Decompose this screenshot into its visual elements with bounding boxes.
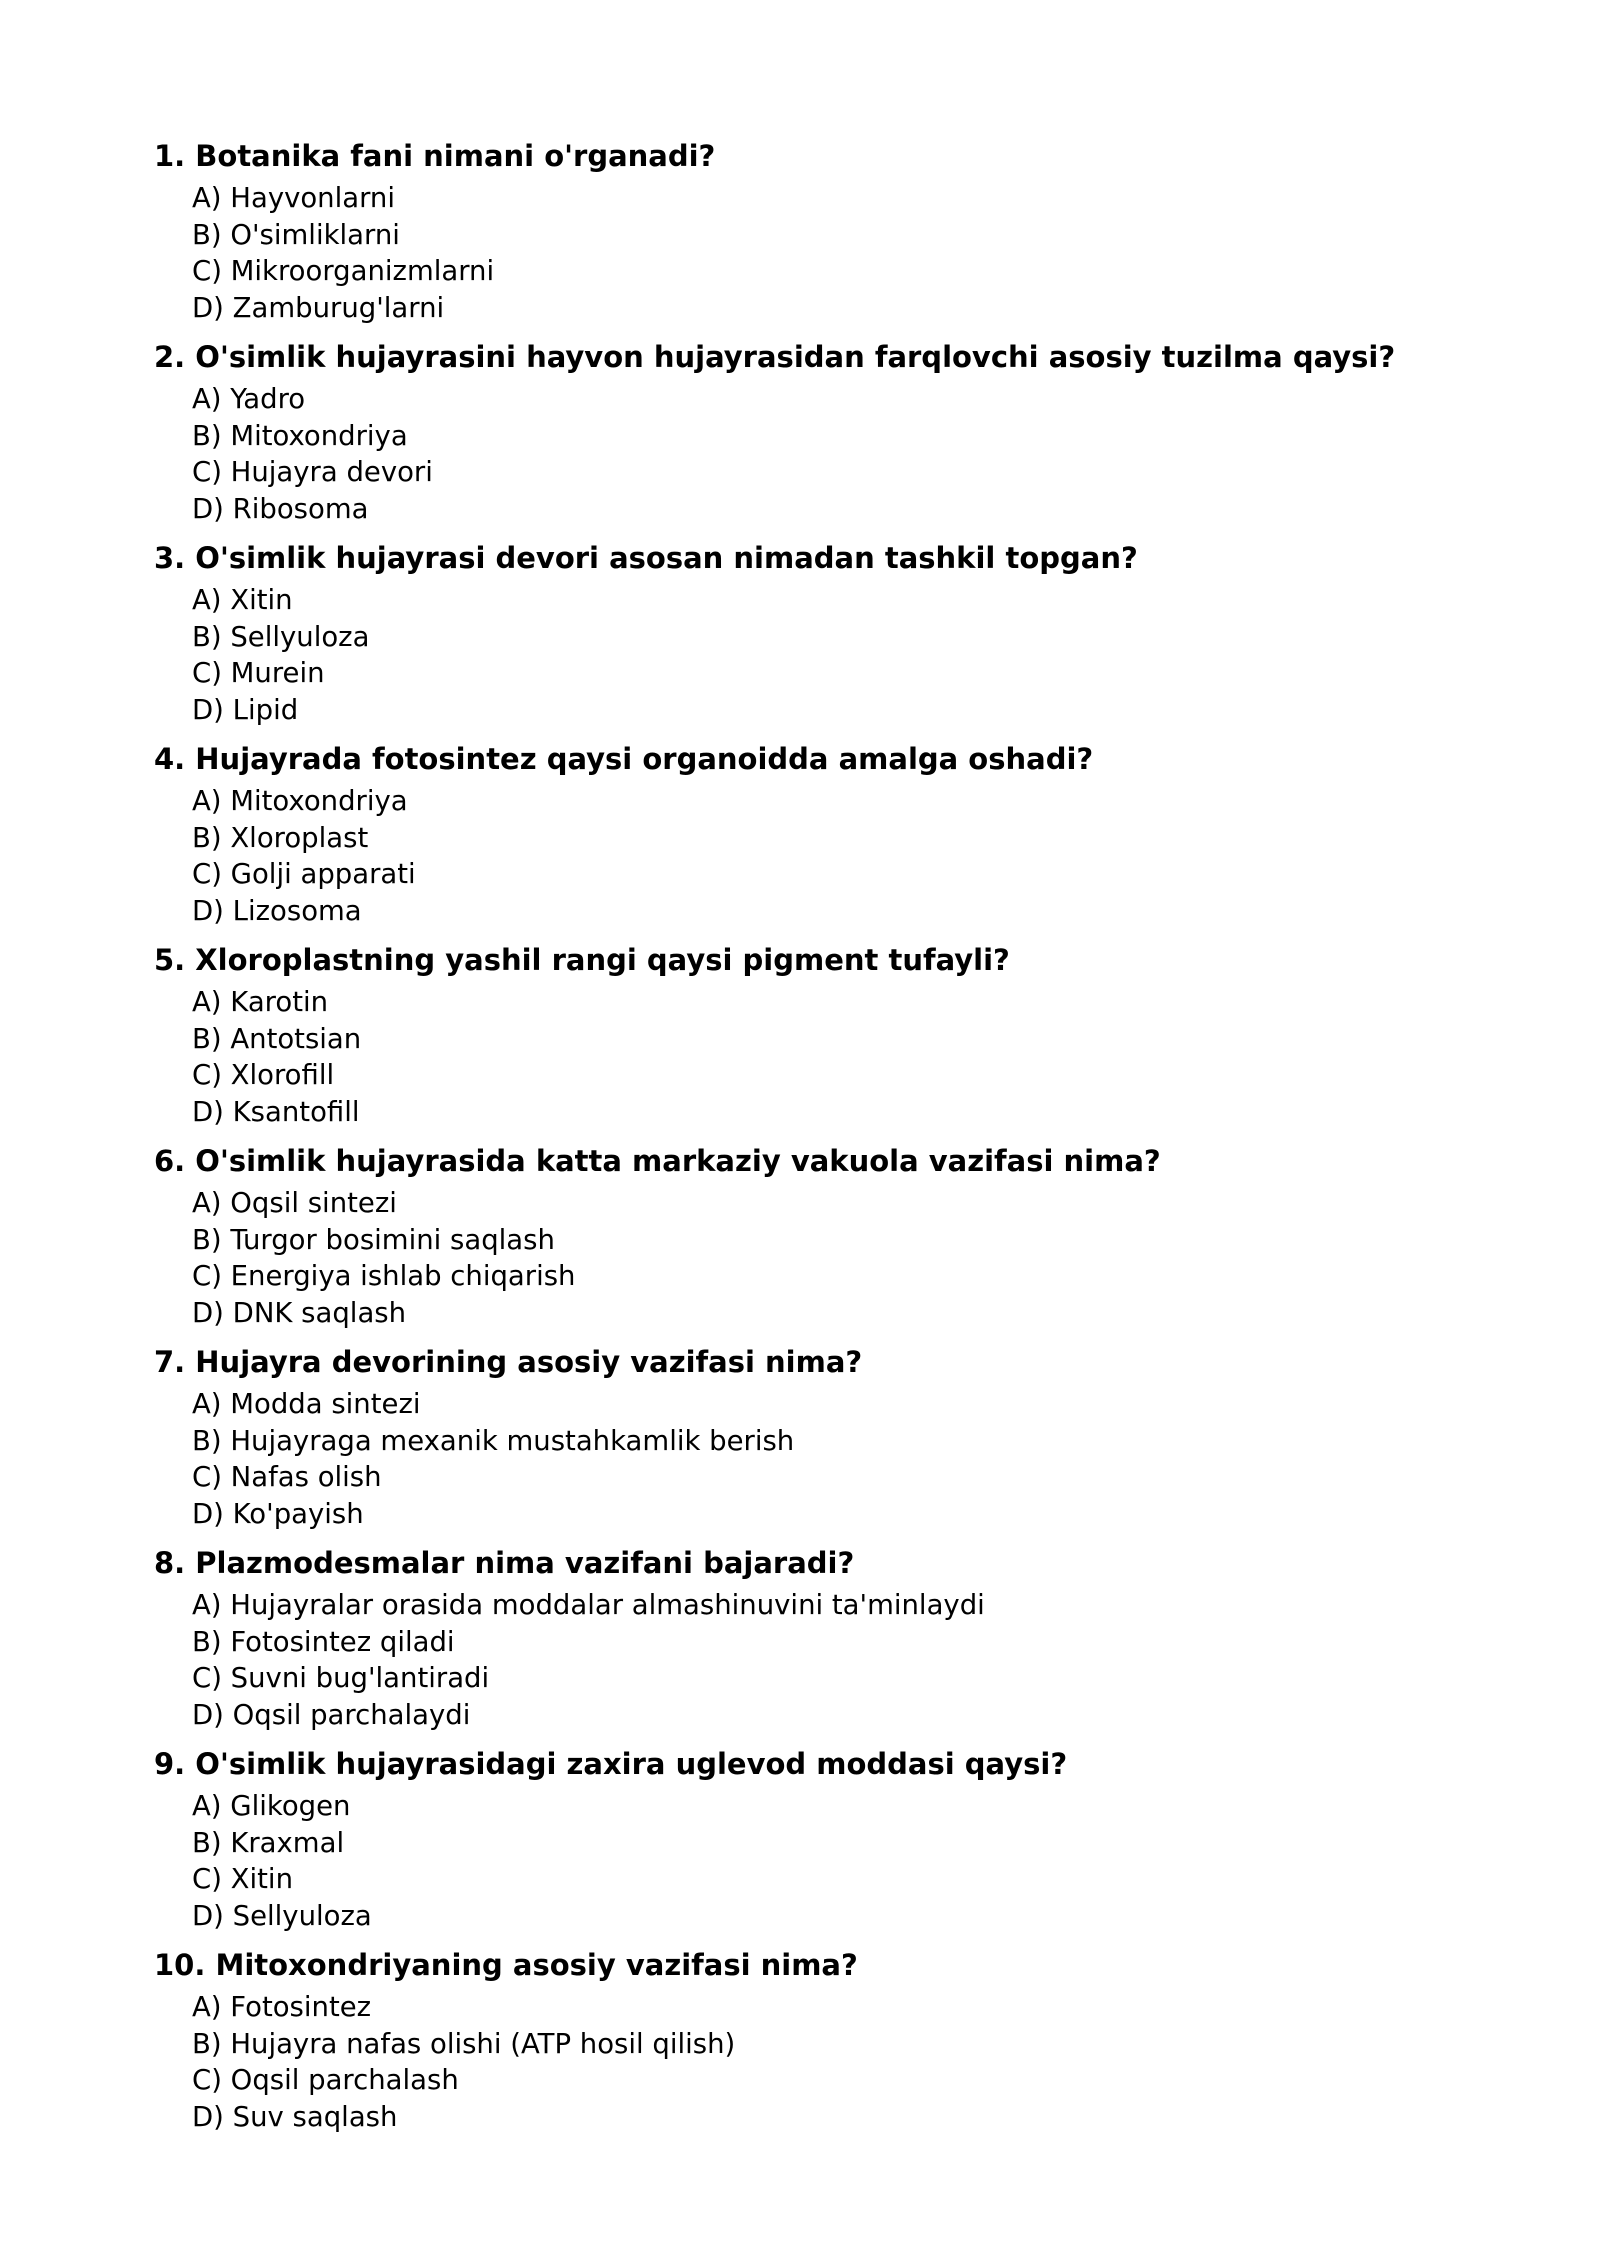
question-1 bbox=[154, 138, 1454, 326]
answer-option-a: A) Oqsil sintezi bbox=[192, 1187, 397, 1219]
question-6 bbox=[154, 1143, 1454, 1331]
question-text: 10. Mitoxondriyaning asosiy vazifasi nima? bbox=[154, 1948, 858, 1982]
answer-option-a: A) Glikogen bbox=[192, 1790, 351, 1822]
answer-option-d: D) Ksantofill bbox=[192, 1095, 360, 1128]
answer-option-c: C) Nafas olish bbox=[192, 1461, 382, 1493]
answer-option-c: C) Hujayra devori bbox=[192, 456, 433, 488]
answer-option-c: C) Xitin bbox=[192, 1863, 294, 1895]
answer-option-c: C) Mikroorganizmlarni bbox=[192, 255, 495, 287]
answer-option-a: A) Mitoxondriya bbox=[192, 785, 408, 817]
question-text: 3. O'simlik hujayrasi devori asosan nimadan tashkil topgan? bbox=[154, 541, 1138, 575]
answer-option-d: D) Zamburug'larni bbox=[192, 291, 445, 324]
answer-option-d: D) Lizosoma bbox=[192, 894, 362, 927]
answer-option-a: A) Karotin bbox=[192, 986, 329, 1018]
question-7 bbox=[154, 1344, 1454, 1532]
answer-option-a: A) Fotosintez bbox=[192, 1991, 372, 2023]
answer-option-b: B) Turgor bosimini saqlash bbox=[192, 1223, 555, 1256]
answer-option-a: A) Hujayralar orasida moddalar almashinuvini ta'minlaydi bbox=[192, 1589, 985, 1621]
question-text: 9. O'simlik hujayrasidagi zaxira uglevod moddasi qaysi? bbox=[154, 1747, 1068, 1781]
answer-option-b: B) Hujayra nafas olishi (ATP hosil qilish) bbox=[192, 2027, 736, 2060]
question-text: 7. Hujayra devorining asosiy vazifasi nima? bbox=[154, 1345, 863, 1379]
question-3 bbox=[154, 540, 1454, 728]
answer-option-b: B) Kraxmal bbox=[192, 1826, 345, 1859]
answer-option-b: B) Mitoxondriya bbox=[192, 419, 408, 452]
answer-option-a: A) Hayvonlarni bbox=[192, 182, 396, 214]
answer-option-c: C) Golji apparati bbox=[192, 858, 416, 890]
answer-option-b: B) Hujayraga mexanik mustahkamlik berish bbox=[192, 1424, 795, 1457]
answer-option-b: B) O'simliklarni bbox=[192, 218, 400, 251]
question-text: 1. Botanika fani nimani o'rganadi? bbox=[154, 139, 716, 173]
answer-option-c: C) Oqsil parchalash bbox=[192, 2064, 459, 2096]
question-text: 6. O'simlik hujayrasida katta markaziy vakuola vazifasi nima? bbox=[154, 1144, 1161, 1178]
answer-option-a: A) Xitin bbox=[192, 584, 293, 616]
answer-option-b: B) Fotosintez qiladi bbox=[192, 1625, 455, 1658]
answer-option-d: D) Lipid bbox=[192, 693, 299, 726]
answer-option-d: D) Suv saqlash bbox=[192, 2100, 398, 2133]
answer-option-d: D) DNK saqlash bbox=[192, 1296, 407, 1329]
answer-option-a: A) Modda sintezi bbox=[192, 1388, 421, 1420]
answer-option-a: A) Yadro bbox=[192, 383, 306, 415]
question-4 bbox=[154, 741, 1454, 929]
question-text: 4. Hujayrada fotosintez qaysi organoidda amalga oshadi? bbox=[154, 742, 1094, 776]
answer-option-c: C) Suvni bug'lantiradi bbox=[192, 1662, 490, 1694]
answer-option-b: B) Xloroplast bbox=[192, 821, 369, 854]
question-text: 5. Xloroplastning yashil rangi qaysi pigment tufayli? bbox=[154, 943, 1010, 977]
answer-option-d: D) Ko'payish bbox=[192, 1497, 364, 1530]
answer-option-d: D) Ribosoma bbox=[192, 492, 369, 525]
answer-option-b: B) Sellyuloza bbox=[192, 620, 370, 653]
question-8 bbox=[154, 1545, 1454, 1733]
question-2 bbox=[154, 339, 1454, 527]
question-5 bbox=[154, 942, 1454, 1130]
answer-option-c: C) Xlorofill bbox=[192, 1059, 335, 1091]
answer-option-d: D) Sellyuloza bbox=[192, 1899, 372, 1932]
answer-option-c: C) Energiya ishlab chiqarish bbox=[192, 1260, 576, 1292]
question-text: 2. O'simlik hujayrasini hayvon hujayrasidan farqlovchi asosiy tuzilma qaysi? bbox=[154, 340, 1396, 374]
question-10 bbox=[154, 1947, 1454, 2135]
answer-option-c: C) Murein bbox=[192, 657, 325, 689]
answer-option-b: B) Antotsian bbox=[192, 1022, 362, 1055]
question-text: 8. Plazmodesmalar nima vazifani bajaradi? bbox=[154, 1546, 855, 1580]
question-9 bbox=[154, 1746, 1454, 1934]
answer-option-d: D) Oqsil parchalaydi bbox=[192, 1698, 471, 1731]
